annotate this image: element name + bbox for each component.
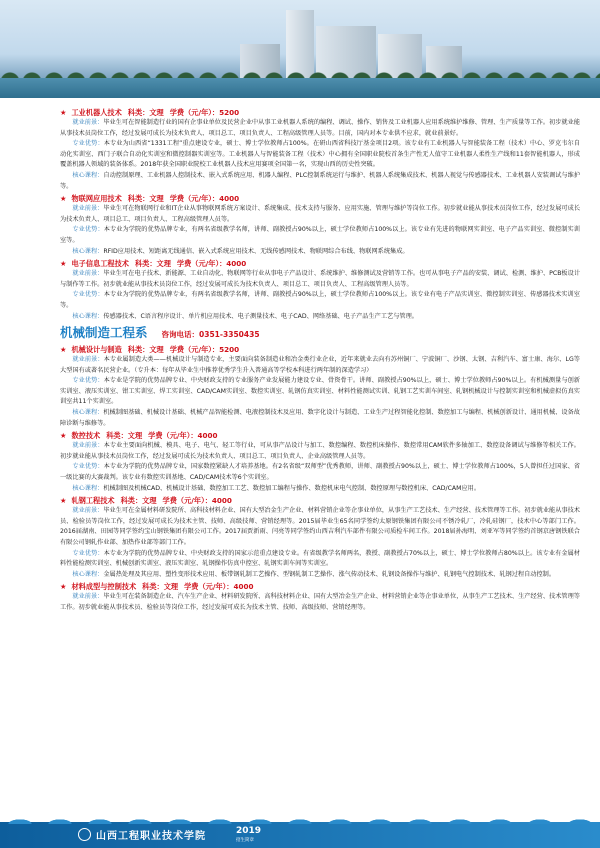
program-mechanical-design (60, 345, 580, 429)
program-title: ★ 工业机器人技术 科类：文理 学费（元/年）：5200 (60, 108, 240, 117)
program-title: ★ 物联网应用技术 科类：文理 学费（元/年）：4000 (60, 194, 240, 204)
star-icon: ★ (60, 496, 67, 506)
program-item: 就业前景：毕业生可在物联网行业和IT企业从事物联网系统方案设计、系统集成、技术支持与服务、应用实施、管理与维护等岗位工作。初步就业能从事技术员岗位工作，经过发展可成长为技术负责人、项目总工、项目负责人、工程高级管理人员等。 (60, 205, 581, 223)
program-title: ★ 电子信息工程技术 科类：文理 学费（元/年）：4000 (60, 259, 247, 269)
program-item: 专业优势：本专业为学院的优势品牌专业，国家数控紧缺人才培养基地。有2名省级“双师型”优秀教师，讲师、副教授占90%以上，硕士、博士学位教师占100%，5人曾担任过国家、省一级比赛的大赛裁判。该专业有数控实训基地、CAD/CAM技术等6个实训室。 (60, 463, 581, 482)
program-list (60, 106, 580, 614)
department-heading: 机械制造工程系 咨询电话：0351-3350435 (60, 325, 260, 341)
program-item: 就业前景：毕业生可在电子技术、新能源、工业自动化、物联网等行业从事电子产品设计、系统维护、维修测试及营销等工作。也可从事电子产品的安装、调试、检测、维护、PCB板设计与制作等工作。初步就业能从事技术员岗位工作，经过发展可成长为技术负责人、项目总工、项目负责人、工程高级管理人员等。 (60, 270, 581, 288)
star-icon: ★ (60, 431, 67, 441)
footer-subtitle: 招生简章 (236, 838, 254, 843)
program-item: 核心课程：金属热处理及其应用、塑性变形技术应用、板带钢轧制工艺操作、型钢轧制工艺操作、涨气传动技术、轧钢设备操作与维护、轧钢电气控制技术、轧钢过程自动控制。 (72, 570, 556, 578)
program-item: 专业优势：本专业为学院的优势品牌专业，有两名省级教学名师，讲师、副教授占90%以上，硕士学位教师占100%以上。该专业有先进的物联网实训室、电子产品实训室、微控制实训室等。 (60, 226, 580, 244)
program-item: 核心课程：机械制图及机械CAD、机械设计基础、数控加工工艺、数控加工编程与操作、数控机床电气控制、数控原理与数控机床、CAD/CAM应用。 (72, 484, 481, 492)
school-logo-icon (78, 828, 91, 841)
program-item: 核心课程：自动控制原理、工业机器人控制技术、嵌入式系统应用、机器人编程、PLC控制系统运行与维护、机器人系统集成技术、机器人视觉与传感器技术、工业机器人安装调试与维护等。 (60, 171, 581, 190)
program-item: 就业前景：毕业生可在智能制造行业的国有企事业单位及民营企业中从事工业机器人系统的编程、调试、操作、销售及工业机器人应用系统维护维修、管理、生产质量等工作。初步就业能从事技术员岗位工作，经过发展可成长为技术负责人、项目总工、项目负责人、工程高级管理人员等。目前，国内对本专业供不应求，就业前景好。 (60, 119, 580, 137)
program-item: 就业前景：毕业生可在金属材料研发院所、高科技材料企业、国有大型冶金生产企业、材料营销企业等企事业单位，从事生产工艺技术、生产经营、技术管理等工作。初步就业能从事技术员、检验员等岗位工作，经过发展可成长为技术主管、技师、高级技师、营销经理等。2015届毕业生65名同学签约太原钢铁集团有限公司不锈冷轧厂，冷轧硅钢厂，技术中心等部门工作。2016届湖南、田园等同学签约宝山钢铁集团有限公司工作。2017届贾新雨、闫亮等同学签约山西吉利汽车部件有限公司质检车间工作。2018届孙海明、刘亚军等同学签约首钢京唐钢铁联合有限公司钢轧作业部、加热作业部等部门工作。 (60, 507, 580, 546)
star-icon: ★ (60, 194, 67, 204)
program-item: 专业优势：本专业为学院的优势品牌专业、中央财政支持的国家示范重点建设专业。有省级教学名师两名，教授、副教授占70%以上，硕士、博士学位教师占80%以上。该专业有金属材料性能检测实训室、机械创新实训室、液压实训室、轧钢操作仿真中控室、轧钢实训车间等实训室。 (60, 549, 580, 568)
program-item: 核心课程：传感器技术、C语言程序设计、单片机应用技术、电子测量技术、电子CAD、网络基础、电子产品生产工艺与管理。 (72, 312, 418, 320)
campus-banner-image (0, 0, 600, 98)
program-item: 核心课程：机械制图基础、机械设计基础、机械产品智能检测、电液控制技术及应用、数字化设计与制造、工业生产过程智能化控制、数控加工与编程、机械创新设计、通用机械、设备故障诊断与维修等。 (60, 409, 580, 427)
star-icon: ★ (60, 582, 67, 592)
program-material-forming (60, 582, 580, 613)
program-item: 专业优势：本专业是学院的优势品牌专业、中央财政支持的专业服务产业发展能力建设专业、骨资骨干。讲师、副教授占90%以上，硕士、博士学位教师占90%以上。有机械测量与创新实训室、液压实训室、钳工实训室、焊工实训室、CAD/CAM实训室、数控实训室、轧钢仿真实训室、材料性能测试实训、轧钢工艺实训车间室、轧钢机械设计与控制实训室和机械虚拟仿真实训室共11个实训室。 (60, 377, 580, 406)
program-item: 就业前景：毕业生可在装备制造企业、汽车生产企业、材料研发院所、高科技材料企业、国有大型冶金生产企业、材料营销企业等企事业单位，从事生产工艺技术、生产经营、技术管理等工作。初步就业能从事技术员、检验员等岗位工作，经过发展可成长为技术主管、技师、高级技师、营销经理等。 (60, 593, 580, 611)
program-title: ★ 数控技术 科类：文理 学费（元/年）：4000 (60, 431, 218, 441)
program-item: 专业优势：本专业为学院的优势品牌专业，有两名省级教学名师，讲师、副教授占90%以上，硕士学位教师占100%以上。该专业有电子产品实训室、微控制实训室、传感器技术实训室等。 (60, 291, 580, 309)
program-item: 就业前景：本专业主要面向机械、模具、电子、电气、轻工等行业，可从事产品设计与加工、数控编程、数控机床操作、数控常用CAM软件多轴加工、数控设备调试与维修等相关工作。初步就业能从事技术员岗位工作，经过发展可成长为技术负责人、项目总工、项目负责人、企业高级管理人员等。 (60, 442, 580, 460)
department-phone: 咨询电话：0351-3350435 (161, 330, 260, 340)
footer-bar (0, 822, 600, 848)
program-item: 专业优势：本专业为山西省“1331工程”重点建设专业，硕士、博士学位教师占100%。在研山西省科技厅基金项目2项。该专业有工业机器人与智能装备工程（技术）中心、罗克韦尔自动化实训室、西门子联合自动化实训室和微控制器实训室等。工业机器人与智能装备工程（技术）中心拥有全国职业院校首条生产性无人值守工业机器人柔性生产线和11套智能机器人，形成覆盖机器人领域的装备体系。2018年获全国职业院校工业机器人技术应用赛项全国第一名，实现山西的历史性突破。 (60, 140, 581, 169)
star-icon: ★ (60, 345, 67, 355)
program-item: 就业前景：本专业属制造大类——机械设计与制造专业，主要面向装备制造业和冶金类行业企业，近年来就业去向有苏州铜厂、宁波铜厂、沙钢、太钢、吉利汽车、富士康、海尔、LG等大型国有或著名民营企业。（专升本：每年从毕业生中推荐优秀学生升入普通高等学校本科进行两年制的深造学习） (60, 356, 580, 374)
program-title: ★ 轧钢工程技术 科类：文理 学费（元/年）：4000 (60, 496, 232, 506)
program-iot (60, 194, 580, 257)
footer-school-name: 山西工程职业技术学院 (96, 831, 206, 842)
program-steel-rolling (60, 496, 580, 580)
program-industrial-robot (60, 108, 580, 192)
program-item: 核心课程：RFID应用技术、短距离无线通信、嵌入式系统应用技术、无线传感网技术、物联网综合布线、物联网系统集成。 (72, 247, 409, 255)
program-electronic-info (60, 259, 580, 322)
program-title: ★ 材料成型与控制技术 科类：文理 学费（元/年）：4000 (60, 582, 254, 592)
lake-water (0, 78, 600, 98)
footer-year: 2019 (236, 826, 262, 836)
star-icon: ★ (60, 259, 67, 269)
footer-wave (0, 816, 600, 824)
star-icon: ★ (60, 108, 67, 117)
program-title: ★ 机械设计与制造 科类：文理 学费（元/年）：5200 (60, 345, 240, 355)
program-cnc (60, 431, 580, 494)
